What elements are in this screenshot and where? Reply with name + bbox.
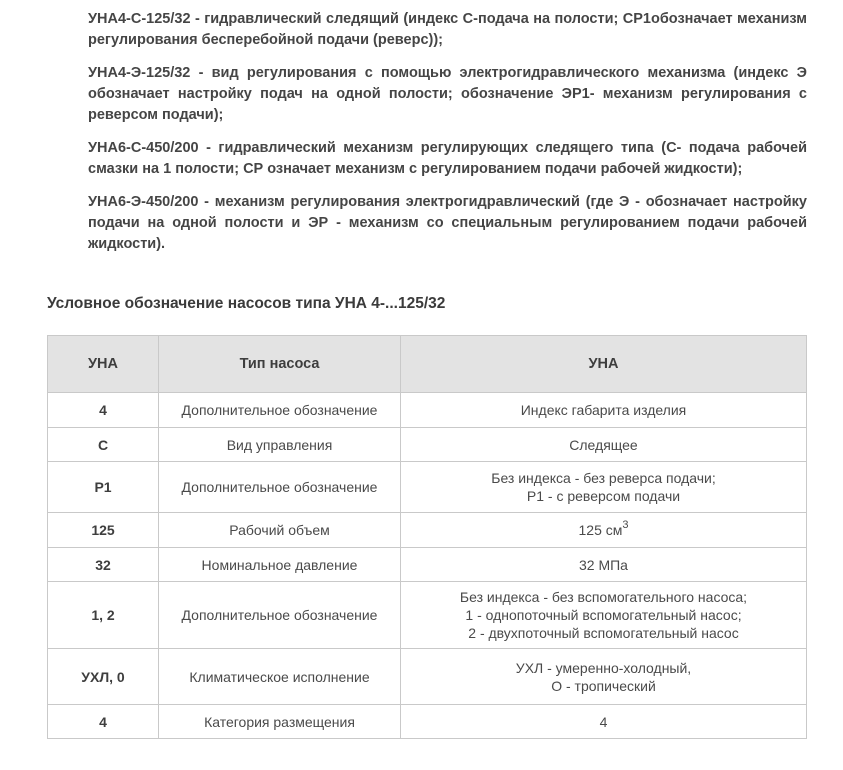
header-cell-una-desc: УНА bbox=[401, 336, 807, 393]
table-header bbox=[48, 336, 807, 393]
value-cell bbox=[401, 649, 807, 705]
designation-table bbox=[47, 335, 807, 739]
value-cell bbox=[401, 462, 807, 513]
parameter-cell: Дополнительное обозначение bbox=[159, 462, 401, 513]
value-cell bbox=[401, 428, 807, 462]
table-header-row bbox=[48, 336, 807, 393]
code-cell: 4 bbox=[48, 705, 159, 739]
value-line: 4 bbox=[599, 713, 608, 730]
value-line: Следящее bbox=[569, 436, 638, 453]
parameter-cell: Климатическое исполнение bbox=[159, 649, 401, 705]
value-line: Р1 - с реверсом подачи bbox=[526, 488, 681, 504]
value-line: Без индекса - без реверса подачи; bbox=[491, 470, 716, 486]
value-line: 32 МПа bbox=[579, 556, 628, 573]
paragraph: УНА6-С-450/200 - гидравлический механизм регулирующих следящего типа (С- подача рабочей смазки на 1 полости; СР означает механизм с регулированием подачи рабочей жидкости); bbox=[88, 140, 807, 177]
parameter-cell: Дополнительное обозначение bbox=[159, 393, 401, 428]
parameter-cell: Вид управления bbox=[159, 428, 401, 462]
intro-paragraphs bbox=[88, 9, 807, 255]
table-row bbox=[48, 705, 807, 739]
superscript: 3 bbox=[622, 519, 629, 532]
code-cell: 125 bbox=[48, 513, 159, 548]
header-cell-pump-type: Тип насоса bbox=[159, 336, 401, 393]
table-row bbox=[48, 428, 807, 462]
table-row bbox=[48, 513, 807, 548]
value-line: 2 - двухпоточный вспомогательный насос bbox=[468, 625, 739, 641]
value-line: О - тропический bbox=[551, 677, 656, 694]
value-line: 1 - однопоточный вспомогательный насос; bbox=[465, 607, 742, 623]
value-line: УХЛ - умеренно-холодный, bbox=[515, 659, 692, 676]
parameter-cell: Дополнительное обозначение bbox=[159, 582, 401, 649]
code-cell: 1, 2 bbox=[48, 582, 159, 649]
table-body bbox=[48, 393, 807, 739]
paragraph: УНА6-Э-450/200 - механизм регулирования электрогидравлический (где Э - обозначает настройку подачи на одной полости и ЭР - механизм со специальным регулированием подачи рабочей жидкости). bbox=[88, 194, 807, 252]
table-row bbox=[48, 548, 807, 582]
value-line: Индекс габарита изделия bbox=[520, 402, 687, 418]
code-cell: 32 bbox=[48, 548, 159, 582]
table-row bbox=[48, 393, 807, 428]
table-row bbox=[48, 462, 807, 513]
value-cell bbox=[401, 393, 807, 428]
value-cell bbox=[401, 705, 807, 739]
value-line: 125 $см^3$ bbox=[578, 519, 629, 538]
table-row bbox=[48, 649, 807, 705]
parameter-cell: Рабочий объем bbox=[159, 513, 401, 548]
parameter-cell: Номинальное давление bbox=[159, 548, 401, 582]
value-line: Без индекса - без вспомогательного насоса; bbox=[459, 589, 748, 605]
value-cell bbox=[401, 582, 807, 649]
section-heading: Условное обозначение насосов типа УНА 4-...125/32 bbox=[47, 295, 446, 312]
parameter-cell: Категория размещения bbox=[159, 705, 401, 739]
table-row bbox=[48, 582, 807, 649]
paragraph: УНА4-Э-125/32 - вид регулирования с помощью электрогидравлического механизма (индекс Э обозначает настройку подач на одной полости; обозначение ЭР1- механизм регулирования с реверсом подачи); bbox=[88, 65, 807, 123]
value-cell bbox=[401, 548, 807, 582]
value-cell bbox=[401, 513, 807, 548]
code-cell: С bbox=[48, 428, 159, 462]
code-cell: Р1 bbox=[48, 462, 159, 513]
code-cell: 4 bbox=[48, 393, 159, 428]
header-cell-una-code: УНА bbox=[48, 336, 159, 393]
paragraph: УНА4-С-125/32 - гидравлический следящий (индекс С-подача на полости; СР1обозначает механизм регулирования бесперебойной подачи (реверс)); bbox=[88, 11, 807, 48]
code-cell: УХЛ, 0 bbox=[48, 649, 159, 705]
